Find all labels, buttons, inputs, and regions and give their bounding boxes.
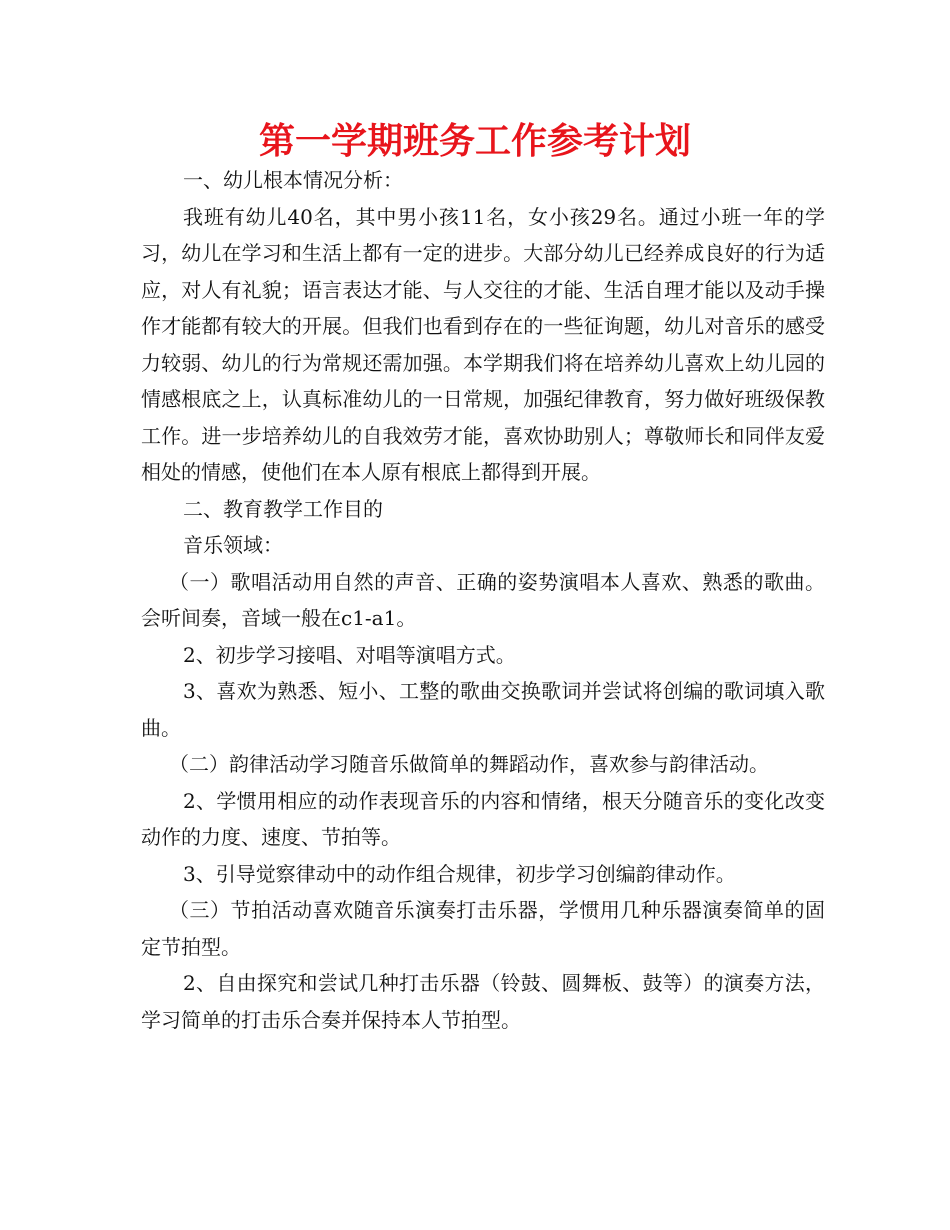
section-heading-1: 一、幼儿根本情况分析： — [183, 168, 403, 192]
paragraph-beat: （三）节拍活动喜欢随音乐演奏打击乐器，学惯用几种乐器演奏简单的固定节拍型。 — [141, 898, 825, 959]
section-heading-2: 二、教育教学工作目的 — [183, 496, 383, 521]
document-body — [141, 162, 825, 1038]
paragraph-rhythm-3: 3、引导觉察律动中的动作组合规律，初步学习创编韵律动作。 — [183, 861, 736, 886]
paragraph-singing-2: 2、初步学习接唱、对唱等演唱方式。 — [183, 642, 516, 667]
subheading-music: 音乐领域： — [183, 533, 283, 557]
paragraph-rhythm-2: 2、学惯用相应的动作表现音乐的内容和情绪，根天分随音乐的变化改变动作的力度、速度、节拍等。 — [141, 788, 825, 849]
document-title: 第一学期班务工作参考计划 — [258, 121, 691, 162]
paragraph-rhythm: （二）韵律活动学习随音乐做简单的舞蹈动作，喜欢参与韵律活动。 — [169, 752, 769, 776]
paragraph-singing: （一）歌唱活动用自然的声音、正确的姿势演唱本人喜欢、熟悉的歌曲。会听间奏，音域一般在c1-a1。 — [141, 569, 825, 630]
paragraph-beat-2: 2、自由探究和尝试几种打击乐器（铃鼓、圆舞板、鼓等）的演奏方法，学习简单的打击乐合奏并保持本人节拍型。 — [141, 971, 825, 1032]
paragraph-singing-3: 3、喜欢为熟悉、短小、工整的歌曲交换歌词并尝试将创编的歌词填入歌曲。 — [141, 679, 825, 740]
paragraph-class-overview: 我班有幼儿40名，其中男小孩11名，女小孩29名。通过小班一年的学习，幼儿在学习和生活上都有一定的进步。大部分幼儿已经养成良好的行为适应，对人有礼貌；语言表达才能、与人交往的才能、生活自理才能以及动手操作才能都有较大的开展。但我们也看到存在的一些征询题，幼儿对音乐的感受力较弱、幼儿的行为常规还需加强。本学期我们将在培养幼儿喜欢上幼儿园的情感根底之上，认真标准幼儿的一日常规，加强纪律教育，努力做好班级保教工作。进一步培养幼儿的自我效劳才能，喜欢协助别人；尊敬师长和同伴友爱相处的情感，使他们在本人原有根底上都得到开展。 — [141, 204, 825, 484]
